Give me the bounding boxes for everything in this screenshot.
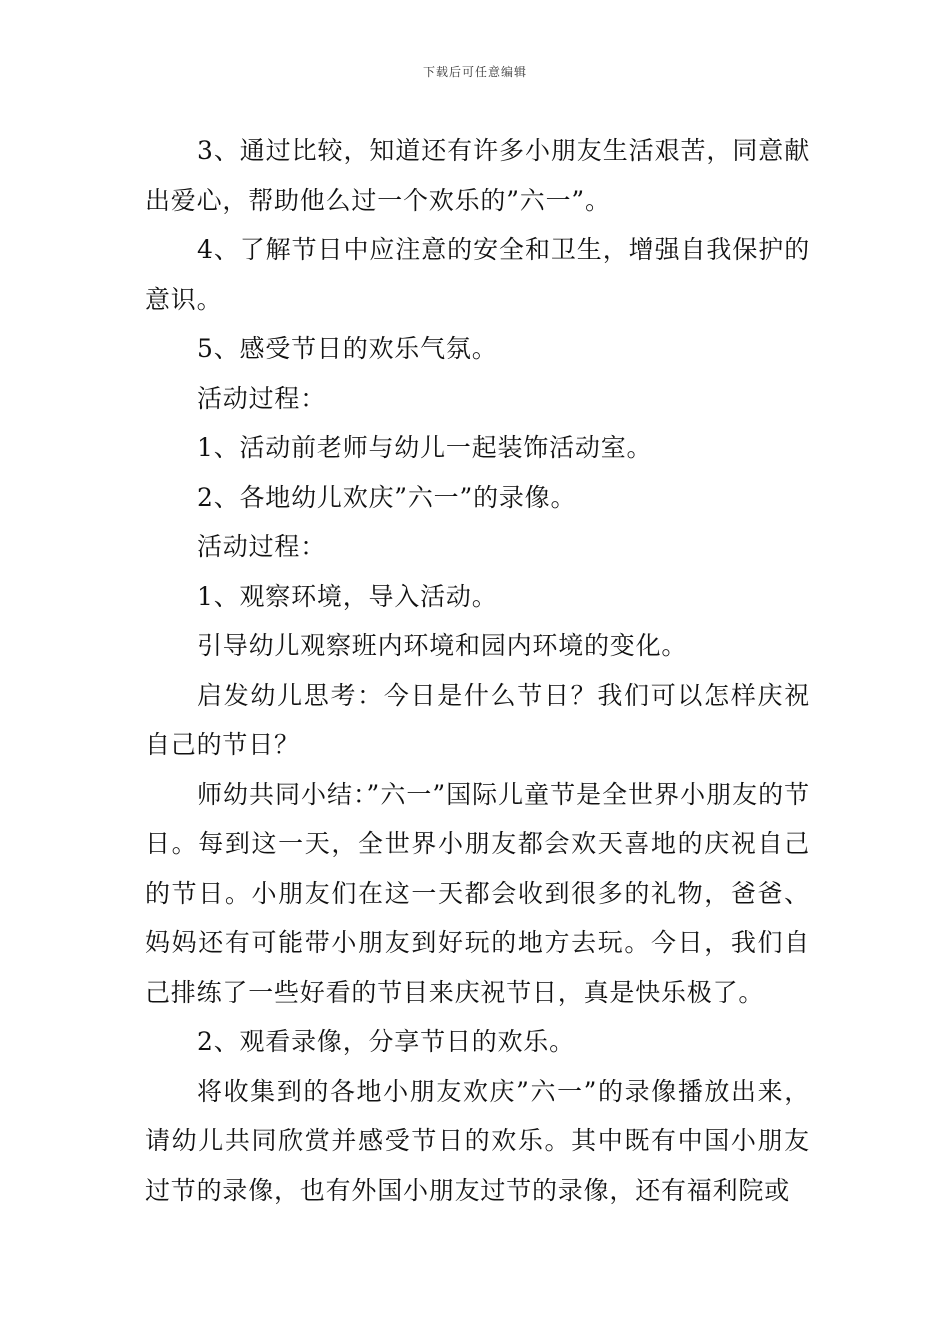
section-heading-activity-process: 活动过程： [197, 383, 327, 413]
paragraph-step-2: 2、观看录像，分享节日的欢乐。 [197, 1027, 575, 1056]
paragraph-goal-5: 5、感受节日的欢乐气氛。 [197, 334, 498, 363]
document-body [145, 126, 810, 1215]
paragraph-prep-1: 1、活动前老师与幼儿一起装饰活动室。 [197, 433, 653, 462]
paragraph-observe: 引导幼儿观察班内环境和园内环境的变化。 [197, 631, 688, 660]
page-header: 下载后可任意编辑 [422, 65, 527, 79]
paragraph-video: 将收集到的各地小朋友欢庆”六一”的录像播放出来，请幼儿共同欣赏并感受节日的欢乐。其中既有中国小朋友过节的录像，也有外国小朋友过节的录像，还有福利院或 [145, 1076, 810, 1205]
paragraph-summary: 师幼共同小结：”六一”国际儿童节是全世界小朋友的节日。每到这一天，全世界小朋友都会欢天喜地的庆祝自己的节日。小朋友们在这一天都会收到很多的礼物，爸爸、妈妈还有可能带小朋友到好玩的地方去玩。今日，我们自己排练了一些好看的节目来庆祝节日，真是快乐极了。 [145, 779, 810, 1007]
paragraph-prep-2: 2、各地幼儿欢庆”六一”的录像。 [197, 482, 577, 512]
section-heading-activity-process-2: 活动过程： [197, 532, 327, 561]
paragraph-step-1: 1、观察环境，导入活动。 [197, 581, 498, 611]
paragraph-think: 启发幼儿思考：今日是什么节日？我们可以怎样庆祝自己的节日？ [145, 680, 810, 759]
paragraph-goal-3: 3、通过比较，知道还有许多小朋友生活艰苦，同意献出爱心，帮助他么过一个欢乐的”六一”。 [145, 136, 810, 215]
paragraph-goal-4: 4、了解节日中应注意的安全和卫生，增强自我保护的意识。 [145, 235, 810, 314]
